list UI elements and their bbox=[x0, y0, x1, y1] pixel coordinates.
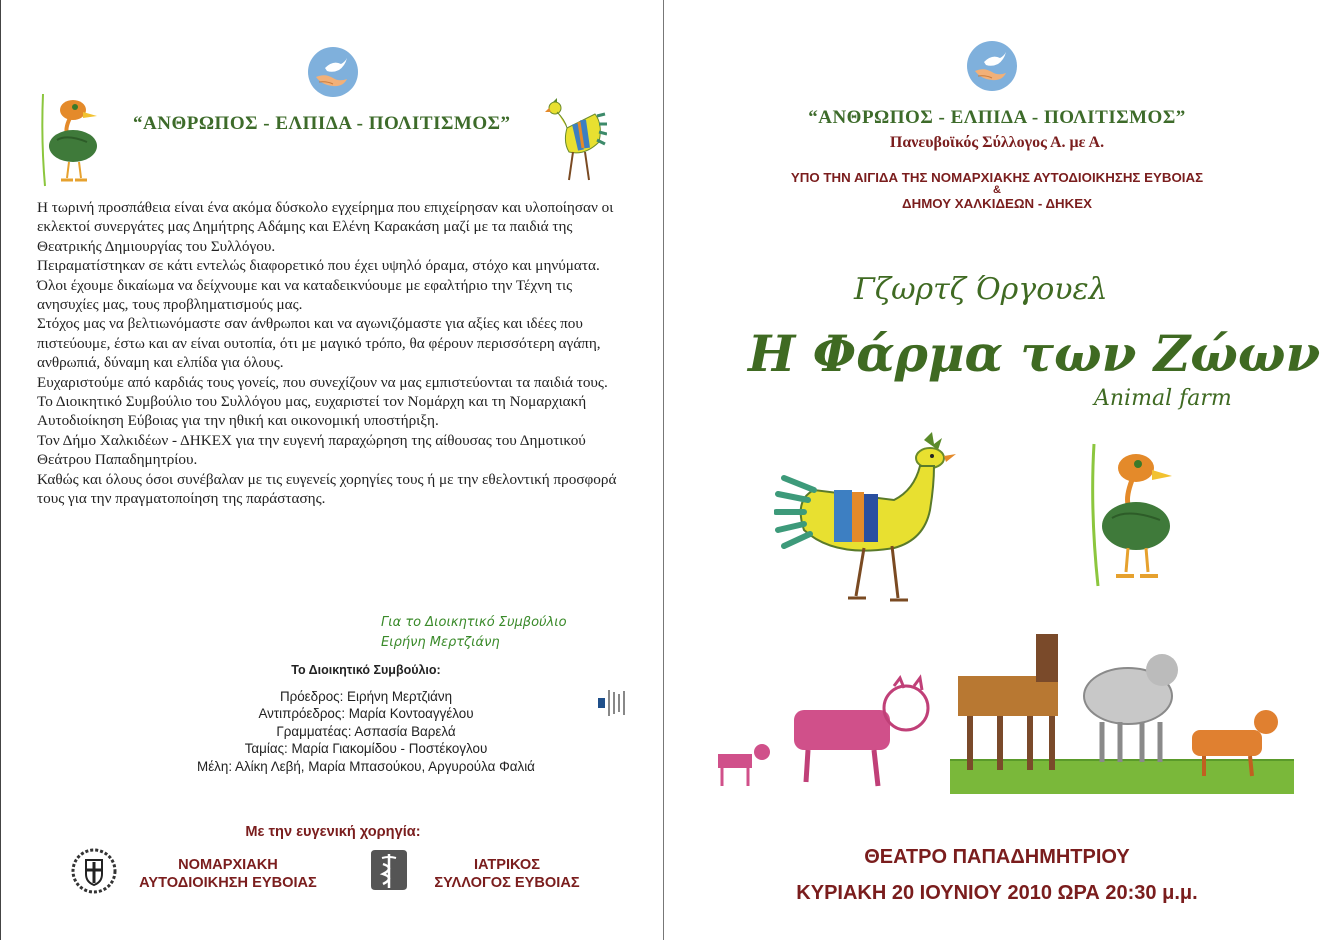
auspices-line-1: ΥΠΟ ΤΗΝ ΑΙΓΙΔΑ ΤΗΣ ΝΟΜΑΡΧΙΑΚΗΣ ΑΥΤΟΔΙΟΙΚΗΣΗΣ ΕΥΒΟΙΑΣ bbox=[790, 170, 1204, 185]
performance-datetime: ΚΥΡΙΑΚΗ 20 ΙΟΥΝΙΟΥ 2010 ΩΡΑ 20:30 μ.μ. bbox=[796, 882, 1198, 904]
venue: ΘΕΑΤΡΟ ΠΑΠΑΔΗΜΗΤΡΙΟΥ bbox=[864, 846, 1130, 868]
board-member: Ταμίας: Μαρία Γιακομίδου - Ποστέκογλου bbox=[244, 741, 488, 757]
paragraph: Καθώς και όλους όσοι συνέβαλαν με τις ευγενείς χορηγίες τους ή με την εθελοντική προσφορά τους για την πραγματοποίηση της παράστασης. bbox=[37, 470, 617, 508]
paragraph: Ευχαριστούμε από καρδιάς τους γονείς, που συνεχίζουν να μας εμπιστεύονται τα παιδιά τους. bbox=[37, 373, 608, 391]
sponsor-medical bbox=[417, 856, 597, 892]
play-title-english: Animal farm bbox=[1094, 386, 1232, 411]
sponsor-2-line-2: ΣΥΛΛΟΓΟΣ ΕΥΒΟΙΑΣ bbox=[434, 875, 580, 891]
org-name: “ΑΝΘΡΩΠΟΣ - ΕΛΠΙΔΑ - ΠΟΛΙΤΙΣΜΟΣ” bbox=[808, 107, 1186, 128]
caduceus-icon bbox=[369, 848, 409, 892]
greek-coat-of-arms-icon bbox=[71, 848, 117, 894]
board-list bbox=[121, 662, 611, 776]
sponsor-prefecture bbox=[119, 856, 337, 892]
sponsor-1-line-1: ΝΟΜΑΡΧΙΑΚΗ bbox=[178, 857, 278, 873]
hen-drawing bbox=[545, 94, 607, 186]
intro-text bbox=[37, 198, 622, 509]
duck-illustration bbox=[1088, 440, 1184, 590]
auspices bbox=[664, 170, 1330, 212]
paragraph: Στόχος μας να βελτιωνόμαστε σαν άνθρωποι και να αγωνιζόμαστε για αξίες και ιδέες που πιστεύουμε, έστω και αν είναι ουτοπία, ότι με μαγικό τρόπο, θα φέρουν περισσότερη αγάπη, ανθρωπιά, δύναμη και ελπίδα για όλους. bbox=[37, 315, 601, 372]
paragraph: Όλοι έχουμε δικαίωμα να δείχνουμε και να καταδεικνύουμε με εφαλτήριο την Τέχνη τις ανησυχίες μας, τους προβληματισμούς μας. bbox=[37, 276, 573, 314]
sponsorship-heading: Με την ευγενική χορηγία: bbox=[245, 824, 421, 840]
play-title: Η Φάρμα των Ζώων bbox=[748, 324, 1321, 383]
signature bbox=[381, 613, 567, 653]
author: Γζωρτζ Όργουελ bbox=[854, 272, 1108, 307]
org-name: “ΑΝΘΡΩΠΟΣ - ΕΛΠΙΔΑ - ΠΟΛΙΤΙΣΜΟΣ” bbox=[133, 113, 511, 134]
paragraph: Η τωρινή προσπάθεια είναι ένα ακόμα δύσκολο εγχείρημα που επιχείρησαν και υλοποίησαν οι εκλεκτοί συνεργάτες μας Δημήτρης Αδάμης και Ελένη Καρακάση μαζί με τα παιδιά της Θεατρικής Δημιουργίας του Συλλόγου. bbox=[37, 199, 614, 255]
dove-hands-logo bbox=[966, 40, 1018, 92]
board-member: Μέλη: Αλίκη Λεβή, Μαρία Μπασούκου, Αργυρούλα Φαλιά bbox=[197, 758, 535, 774]
board-heading: Το Διοικητικό Συμβούλιο: bbox=[291, 663, 441, 677]
auspices-ampersand: & bbox=[993, 184, 1001, 196]
paragraph: Το Διοικητικό Συμβούλιο του Συλλόγου μας, ευχαριστεί τον Νομάρχη και τη Νομαρχιακή Αυτοδιοίκηση Εύβοιας για την ηθική και οικονομική υποστήριξη. bbox=[37, 393, 587, 430]
signature-line-2: Ειρήνη Μερτζιάνη bbox=[381, 635, 500, 650]
board-member: Γραμματέας: Ασπασία Βαρελά bbox=[276, 723, 456, 739]
auspices-line-2: ΔΗΜΟΥ ΧΑΛΚΙΔΕΩΝ - ΔΗΚΕΧ bbox=[902, 196, 1092, 211]
duck-drawing bbox=[37, 90, 105, 190]
small-logo bbox=[597, 688, 631, 718]
sponsor-2-line-1: ΙΑΤΡΙΚΟΣ bbox=[473, 857, 541, 873]
sponsor-1-line-2: ΑΥΤΟΔΙΟΙΚΗΣΗ ΕΥΒΟΙΑΣ bbox=[139, 875, 317, 891]
paragraph: Πειραματίστηκαν σε κάτι εντελώς διαφορετικό που έχει υψηλό όραμα, στόχο και μηνύματα. bbox=[37, 257, 600, 275]
farm-animals-illustration bbox=[714, 626, 1294, 796]
dove-hands-logo bbox=[307, 46, 359, 98]
org-subtitle: Πανευβοϊκός Σύλλογος Α. με Α. bbox=[889, 134, 1105, 151]
hen-illustration bbox=[774, 430, 974, 630]
left-page bbox=[0, 0, 664, 940]
board-member: Αντιπρόεδρος: Μαρία Κοντοαγγέλου bbox=[258, 706, 474, 722]
signature-line-1: Για το Διοικητικό Συμβούλιο bbox=[381, 615, 567, 630]
right-page bbox=[664, 0, 1330, 940]
paragraph: Τον Δήμο Χαλκιδέων - ΔΗΚΕΧ για την ευγενή παραχώρηση της αίθουσας του Δημοτικού Θεάτρου Παπαδημητρίου. bbox=[37, 431, 586, 469]
board-member: Πρόεδρος: Ειρήνη Μερτζιάνη bbox=[279, 688, 453, 704]
